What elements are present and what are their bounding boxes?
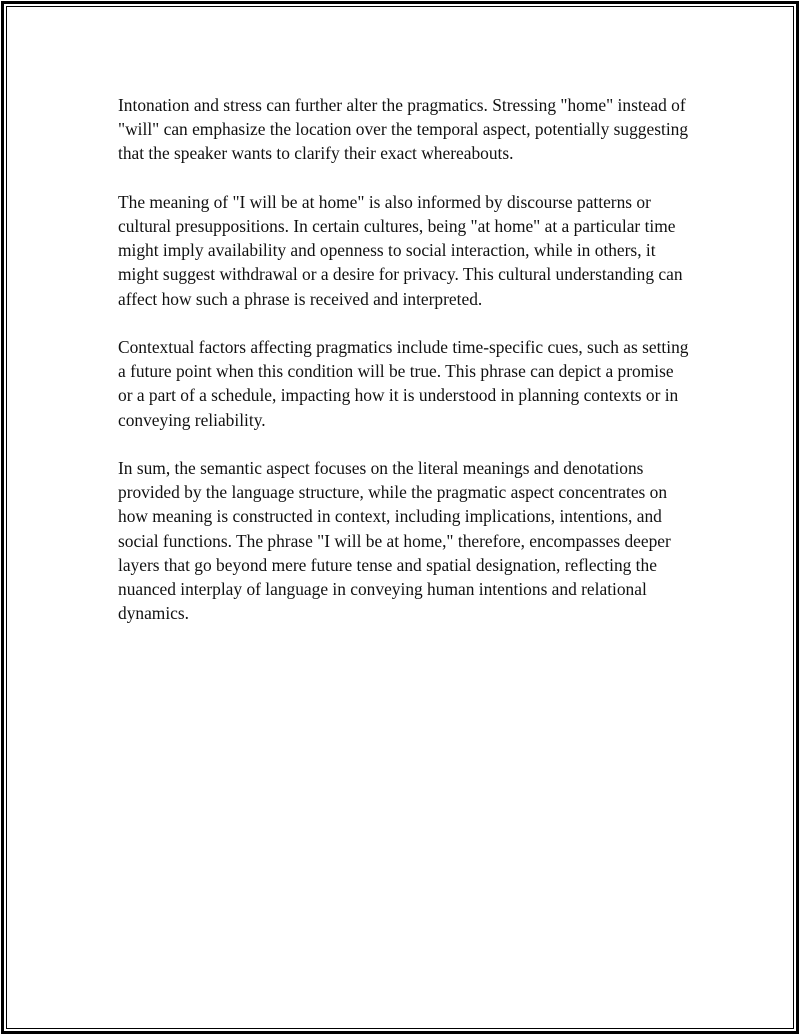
document-body bbox=[118, 93, 690, 650]
paragraph-contextual-factors: Contextual factors affecting pragmatics include time-specific cues, such as setting a future point when this condition will be true. This phrase can depict a promise or a part of a schedule, impacting how it is understood in planning contexts or in conveying reliability. bbox=[118, 337, 689, 430]
paragraph-cultural-presuppositions: The meaning of "I will be at home" is also informed by discourse patterns or cultural presuppositions. In certain cultures, being "at home" at a particular time might imply availability and openness to social interaction, while in others, it might suggest withdrawal or a desire for privacy. This cultural understanding can affect how such a phrase is received and interpreted. bbox=[118, 191, 683, 309]
paragraph-intonation: Intonation and stress can further alter the pragmatics. Stressing "home" instead of "will" can emphasize the location over the temporal aspect, potentially suggesting that the speaker wants to clarify their exact whereabouts. bbox=[118, 95, 689, 164]
paragraph-summary: In sum, the semantic aspect focuses on the literal meanings and denotations provided by the language structure, while the pragmatic aspect concentrates on how meaning is constructed in context, including implications, intentions, and social functions. The phrase "I will be at home," therefore, encompasses deeper layers that go beyond mere future tense and spatial designation, reflecting the nuanced interplay of language in conveying human intentions and relational dynamics. bbox=[118, 458, 671, 624]
